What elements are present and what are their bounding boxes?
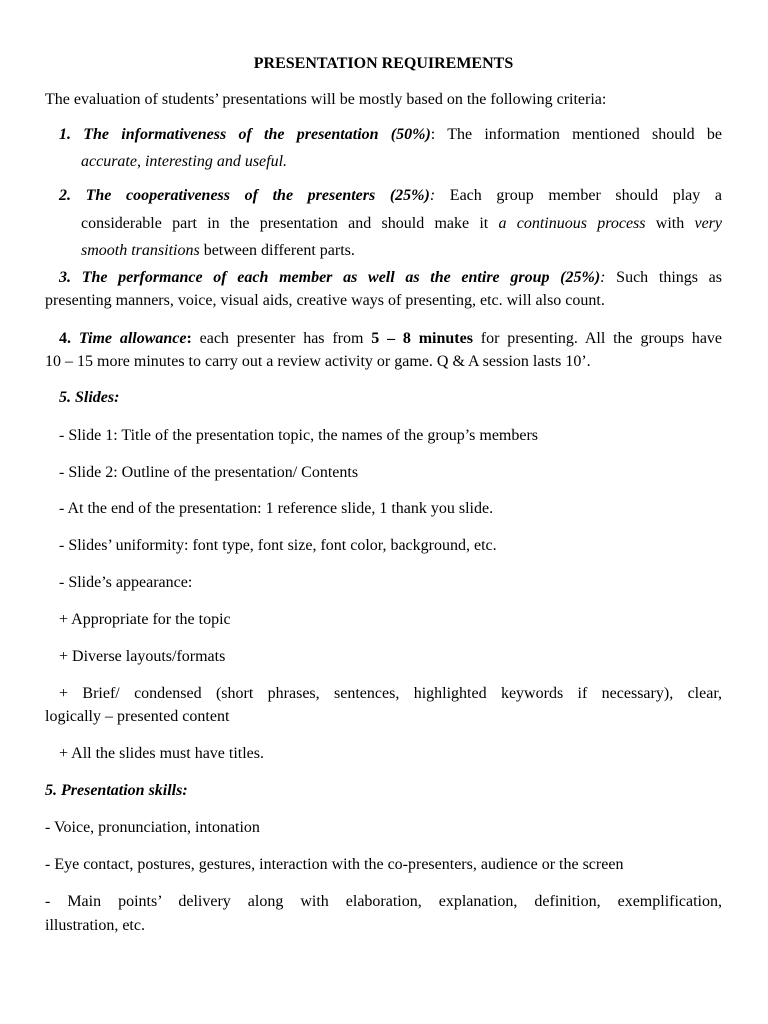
criterion-2-heading: 2. The cooperativeness of the presenters (25%) xyxy=(59,187,430,204)
criterion-4-line-1: 4. Time allowance: each presenter has from 5 – 8 minutes for presenting. All the groups have xyxy=(59,330,723,347)
criterion-2-line-3: smooth transitions between different parts. xyxy=(81,242,355,259)
document-title: PRESENTATION REQUIREMENTS xyxy=(253,55,514,72)
appearance-item-3-line-1: + Brief/ condensed (short phrases, sentences, highlighted keywords if necessary), clear, xyxy=(59,685,722,702)
criterion-1-line-1: 1. The informativeness of the presentation (50%): The information mentioned should be xyxy=(59,126,723,143)
slides-item-2: - Slide 2: Outline of the presentation/ Contents xyxy=(59,464,359,481)
slides-item-5: - Slide’s appearance: xyxy=(59,574,193,591)
criterion-2-line-1: 2. The cooperativeness of the presenters (25%): Each group member should play a xyxy=(59,187,723,204)
criterion-1-line-2: accurate, interesting and useful. xyxy=(81,153,288,170)
skills-item-1: - Voice, pronunciation, intonation xyxy=(45,819,260,836)
appearance-item-1: + Appropriate for the topic xyxy=(59,611,231,628)
criterion-3-line-2: presenting manners, voice, visual aids, creative ways of presenting, etc. will also count. xyxy=(45,292,605,309)
criterion-3-heading: 3. The performance of each member as well as the entire group (25%) xyxy=(59,269,601,286)
appearance-item-4: + All the slides must have titles. xyxy=(59,745,265,762)
skills-item-3-line-2: illustration, etc. xyxy=(45,917,145,934)
appearance-item-3-line-2: logically – presented content xyxy=(45,708,230,725)
slides-item-1: - Slide 1: Title of the presentation topic, the names of the group’s members xyxy=(59,427,539,444)
intro-paragraph: The evaluation of students’ presentations will be mostly based on the following criteria: xyxy=(45,91,607,108)
criterion-4-line-2: 10 – 15 more minutes to carry out a review activity or game. Q & A session lasts 10’. xyxy=(45,353,591,370)
skills-item-3-line-1: - Main points’ delivery along with elaboration, explanation, definition, exemplification, xyxy=(45,893,722,910)
skills-heading: 5. Presentation skills: xyxy=(45,782,188,799)
skills-item-2: - Eye contact, postures, gestures, interaction with the co-presenters, audience or the screen xyxy=(45,856,624,873)
criterion-4-heading: Time allowance xyxy=(78,330,187,347)
criterion-3-line-1: 3. The performance of each member as well as the entire group (25%): Such things as xyxy=(59,269,723,286)
appearance-item-2: + Diverse layouts/formats xyxy=(59,648,226,665)
slides-item-3: - At the end of the presentation: 1 reference slide, 1 thank you slide. xyxy=(59,500,494,517)
slides-item-4: - Slides’ uniformity: font type, font size, font color, background, etc. xyxy=(59,537,497,554)
criterion-1-heading: 1. The informativeness of the presentation (50%) xyxy=(59,126,431,143)
slides-heading: 5. Slides: xyxy=(59,389,120,406)
criterion-2-line-2: considerable part in the presentation and should make it a continuous process with very xyxy=(81,215,722,232)
